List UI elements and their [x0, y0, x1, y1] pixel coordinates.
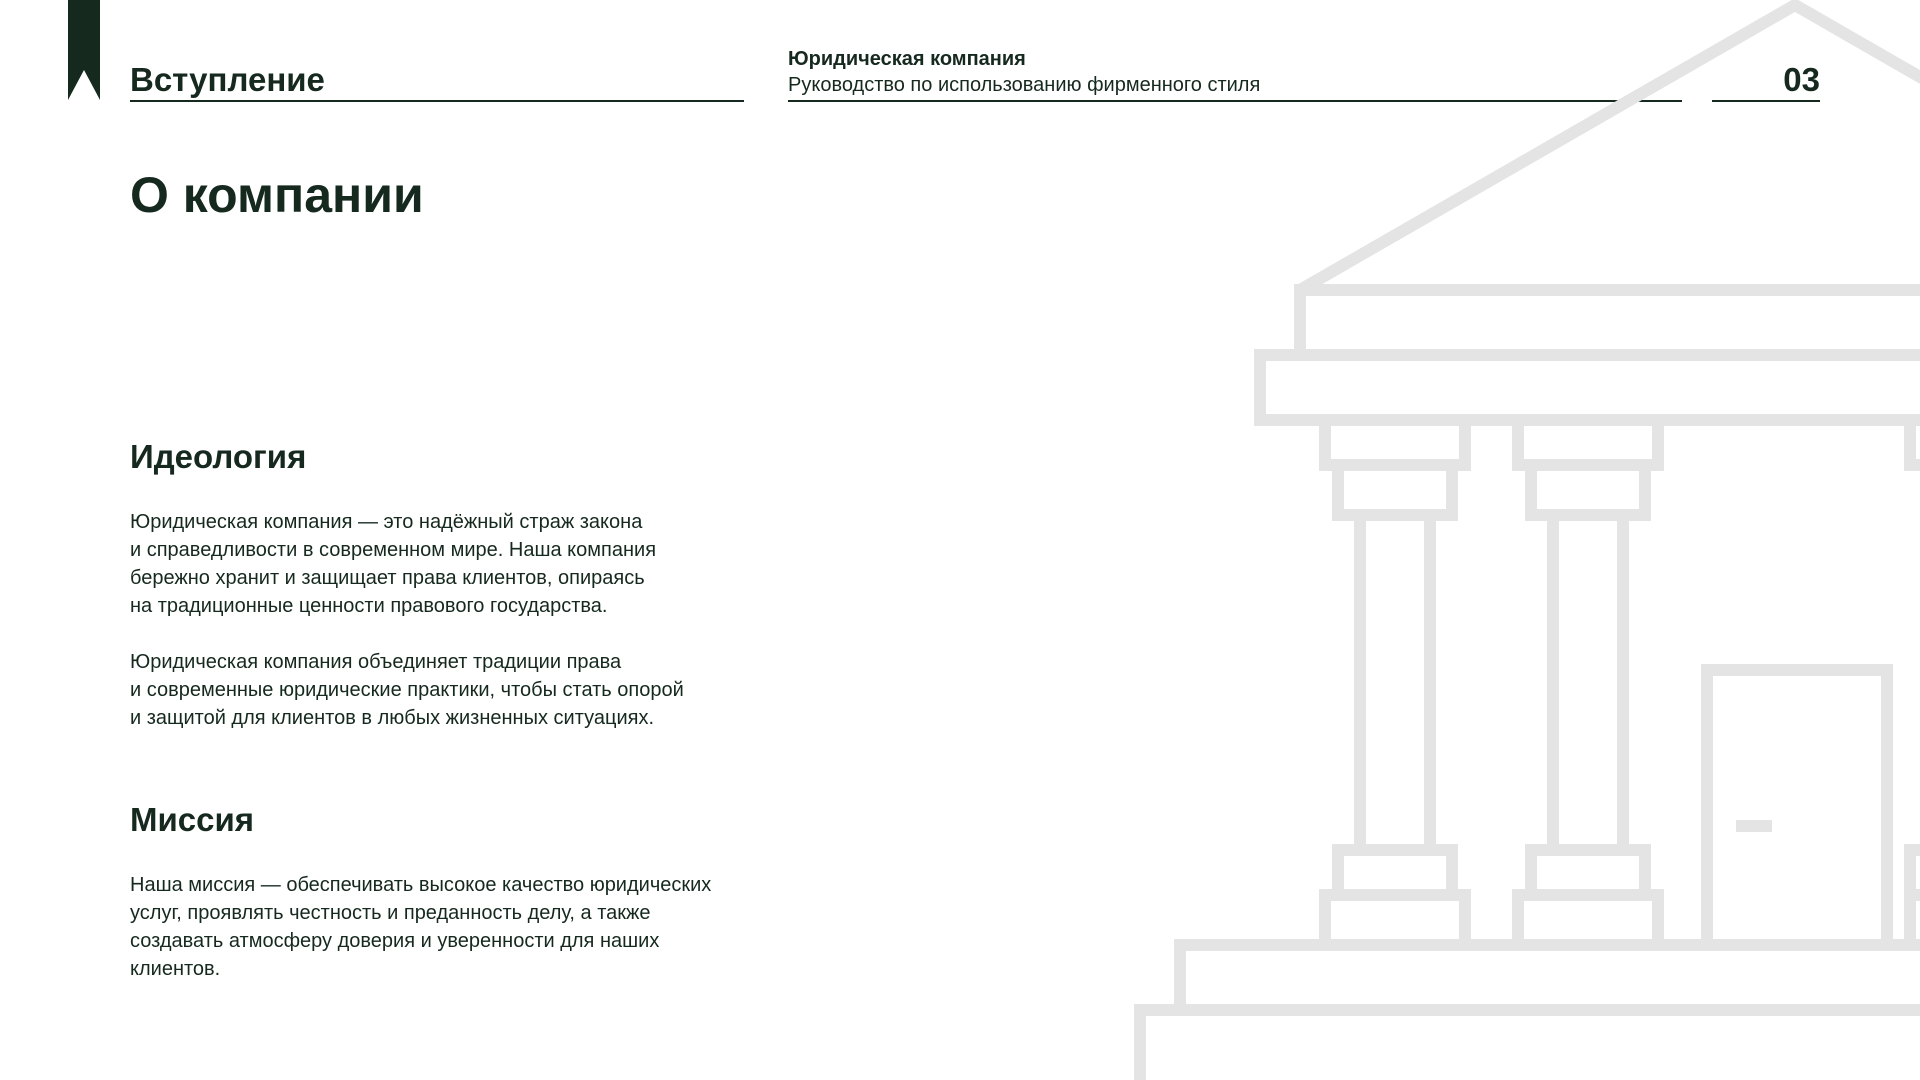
mission-heading: Миссия: [130, 801, 255, 838]
ideology-paragraph-2: Юридическая компания объединяет традиции права и современные юридические практики, чтобы стать опорой и защитой для клиентов в любых жизненных ситуациях.: [130, 651, 684, 729]
section-title: Вступление: [130, 61, 325, 98]
bookmark-ribbon-icon: [68, 0, 100, 100]
guide-title: Руководство по использованию фирменного стиля: [788, 74, 1261, 96]
mission-paragraph: Наша миссия — обеспечивать высокое качество юридических услуг, проявлять честность и преданность делу, а также создавать атмосферу доверия и уверенности для наших клиентов.: [130, 874, 712, 980]
header-section: [130, 58, 744, 102]
page-title: О компании: [130, 167, 424, 223]
courthouse-icon: [1120, 0, 1920, 1080]
company-name: Юридическая компания: [788, 48, 1026, 70]
page-number: 03: [1783, 61, 1820, 98]
ideology-heading: Идеология: [130, 438, 307, 475]
ideology-paragraph-1: Юридическая компания — это надёжный страж закона и справедливости в современном мире. Наша компания бережно хранит и защищает права клиентов, опираясь на традиционные ценности правового государства.: [130, 511, 657, 617]
